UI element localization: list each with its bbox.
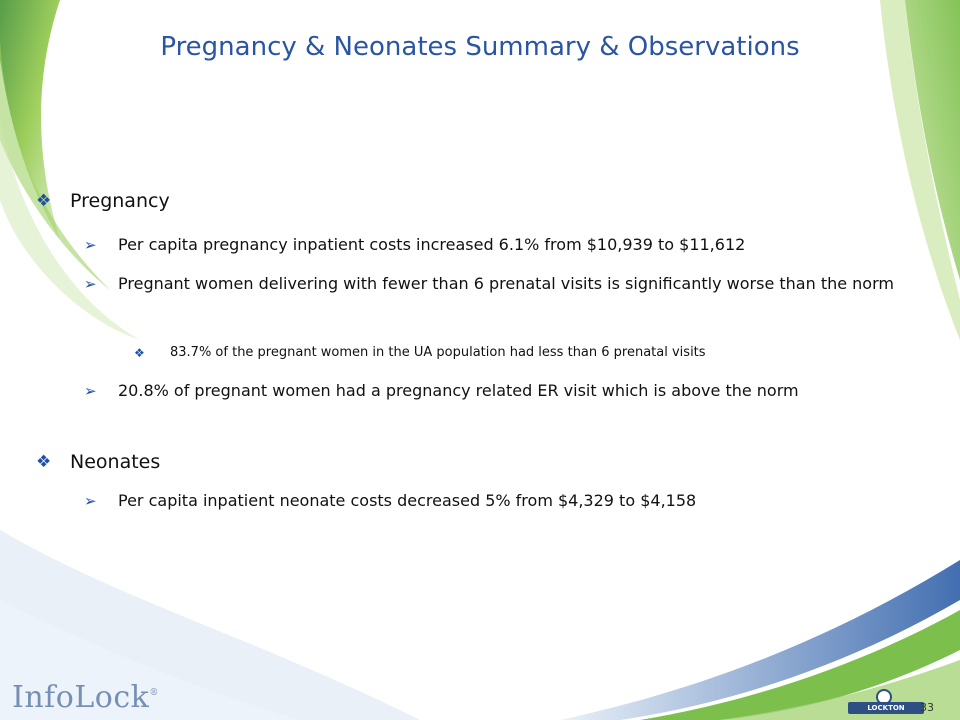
- bullet-pregnancy: [36, 186, 170, 216]
- arrow-bullet-icon: ➢: [84, 492, 97, 510]
- sub-bullet-item: [134, 343, 904, 363]
- bullet-text: Pregnant women delivering with fewer than 6 prenatal visits is significantly worse than the norm: [118, 274, 894, 293]
- lockton-logo: LOCKTON: [848, 702, 924, 714]
- bullet-text: 83.7% of the pregnant women in the UA population had less than 6 prenatal visits: [170, 345, 706, 360]
- brand-name: InfoLock: [12, 680, 150, 715]
- arrow-bullet-icon: ➢: [84, 275, 97, 293]
- bullet-item: [84, 233, 904, 257]
- arrow-bullet-icon: ➢: [84, 236, 97, 254]
- four-diamond-icon: ❖: [134, 346, 145, 360]
- bullet-item: [84, 489, 904, 513]
- four-diamond-icon: ❖: [36, 191, 52, 211]
- infolock-logo: [12, 680, 159, 715]
- bullet-text: Per capita pregnancy inpatient costs increased 6.1% from $10,939 to $11,612: [118, 235, 746, 254]
- bullet-label: Pregnancy: [70, 190, 170, 212]
- brand-mark: ®: [149, 688, 159, 698]
- arrow-bullet-icon: ➢: [84, 382, 97, 400]
- bullet-text: Per capita inpatient neonate costs decreased 5% from $4,329 to $4,158: [118, 491, 697, 510]
- bullet-item: [84, 379, 904, 403]
- four-diamond-icon: ❖: [36, 452, 52, 472]
- bullet-neonates: [36, 447, 160, 477]
- bullet-text: 20.8% of pregnant women had a pregnancy related ER visit which is above the norm: [118, 381, 799, 400]
- page-number: 33: [920, 701, 934, 714]
- page-title: Pregnancy & Neonates Summary & Observations: [160, 32, 800, 62]
- bullet-label: Neonates: [70, 451, 161, 473]
- bullet-item: [84, 272, 904, 296]
